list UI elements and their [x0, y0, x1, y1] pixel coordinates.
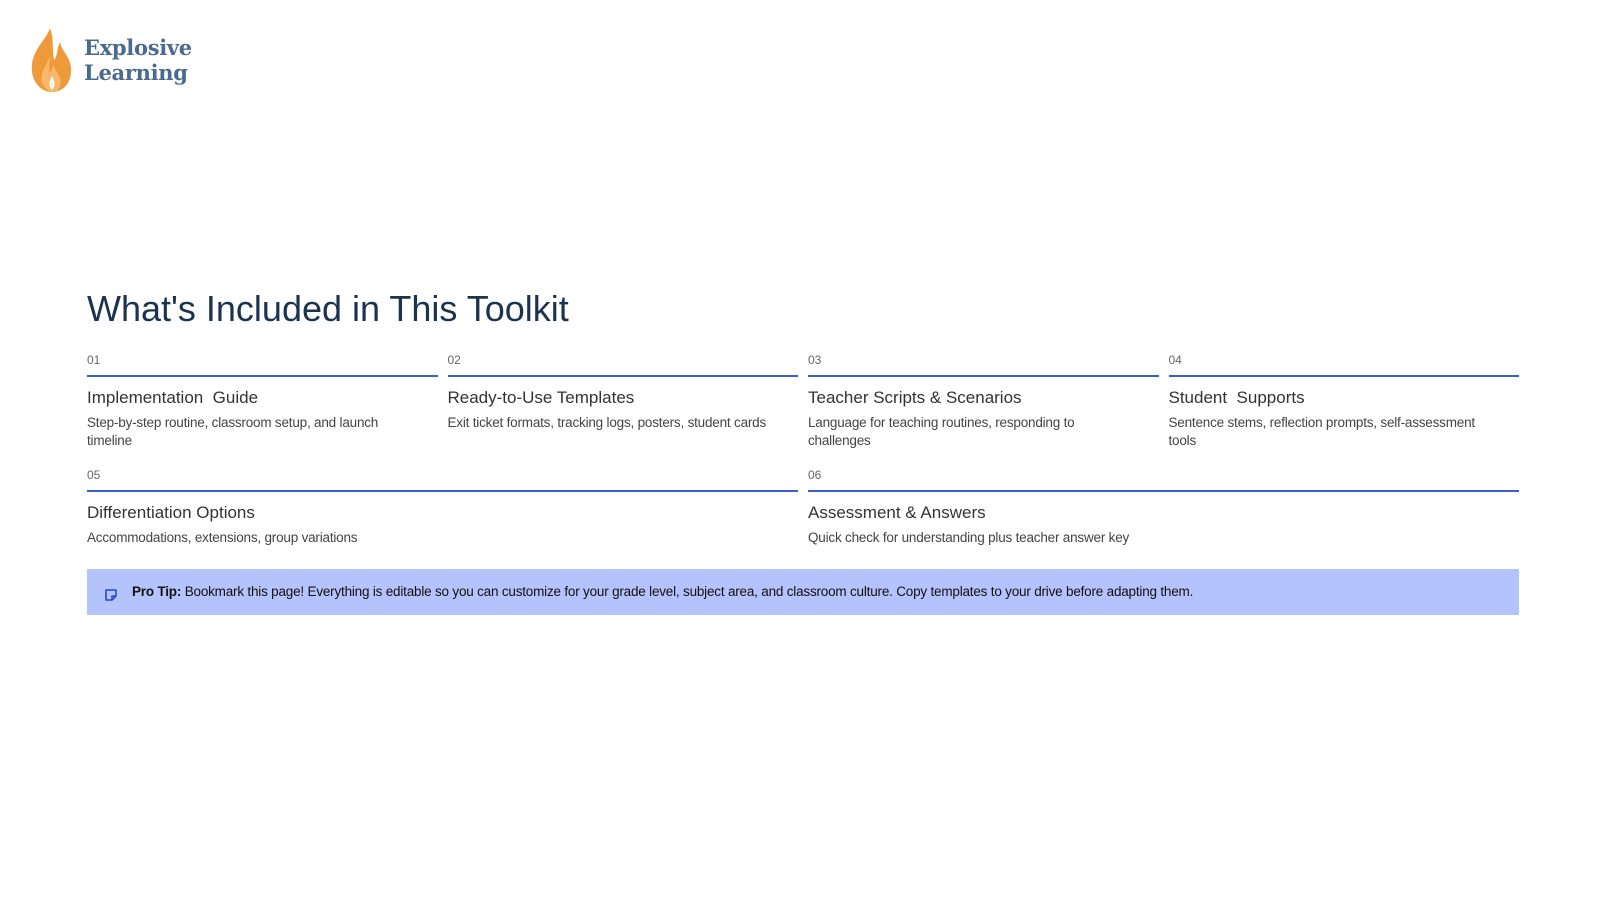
item-number: 02 [448, 353, 799, 377]
pro-tip-body: Bookmark this page! Everything is editable so you can customize for your grade level, subject area, and classroom culture. Copy templates to your drive before adapting them. [181, 584, 1194, 599]
item-number: 06 [808, 468, 1519, 492]
item-title: Teacher Scripts & Scenarios [808, 388, 1022, 407]
brand-name-line2: Learning [84, 60, 188, 85]
pro-tip-banner [87, 569, 1519, 615]
item-title: Assessment & Answers [808, 503, 986, 522]
item-description: Sentence stems, reflection prompts, self-assessment tools [1168, 415, 1475, 448]
page-title: What's Included in This Toolkit [87, 288, 569, 329]
toolkit-item-templates [448, 353, 799, 450]
brand-name-line1: Explosive [84, 35, 192, 60]
item-number: 01 [87, 353, 438, 377]
flame-icon [28, 26, 74, 94]
toolkit-item-student-supports [1169, 353, 1520, 450]
item-title: Implementation Guide [87, 388, 259, 407]
pro-tip-text [132, 583, 1193, 601]
item-title: Student Supports [1168, 388, 1305, 407]
item-description: Quick check for understanding plus teacher answer key [808, 530, 1130, 545]
item-number: 04 [1169, 353, 1520, 377]
item-description: Accommodations, extensions, group variations [87, 530, 358, 545]
item-title: Ready-to-Use Templates [447, 388, 635, 407]
toolkit-item-implementation-guide [87, 353, 438, 450]
item-description: Language for teaching routines, responding to challenges [808, 415, 1075, 448]
pro-tip-label: Pro Tip: [132, 584, 182, 599]
toolkit-item-teacher-scripts [808, 353, 1159, 450]
item-title: Differentiation Options [87, 503, 255, 522]
brand-name [84, 35, 192, 85]
note-icon [103, 587, 119, 603]
item-number: 05 [87, 468, 798, 492]
item-description: Exit ticket formats, tracking logs, posters, student cards [447, 415, 767, 430]
brand-logo [28, 26, 192, 94]
toolkit-item-differentiation [87, 468, 798, 547]
toolkit-item-assessment [808, 468, 1519, 547]
item-number: 03 [808, 353, 1159, 377]
toolkit-contents [87, 353, 1519, 547]
item-description: Step-by-step routine, classroom setup, and launch timeline [87, 415, 379, 448]
